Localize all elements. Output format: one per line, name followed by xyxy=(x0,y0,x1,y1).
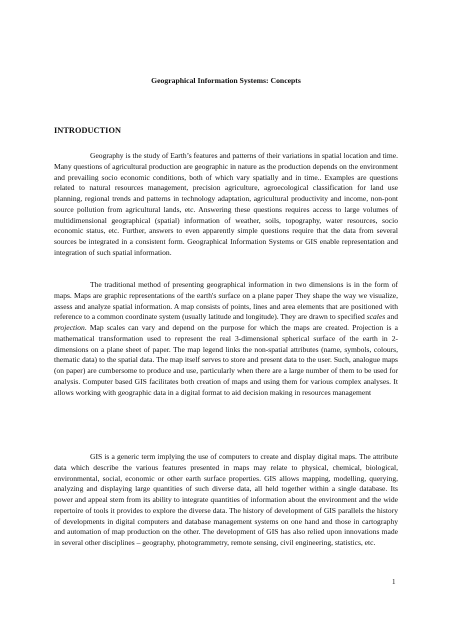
section-heading-introduction: INTRODUCTION xyxy=(54,126,121,135)
paragraph-3: GIS is a generic term implying the use of computers to create and display digital maps. The attribute data which describe the various features presented in maps may relate to physical, chemical, biological, environmental, social, economic or other earth surface properties. GIS allows mapping, modelling, querying, analyzing and displaying large quantities of such diverse data, all held together within a single database. Its power and appeal stem from its ability to integrate quantities of information about the environment and the wide repertoire of tools it provides to explore the diverse data. The history of development of GIS parallels the history of developments in digital computers and database management systems on one hand and those in cartography and automation of map production on the other. The development of GIS has also relied upon innovations made in several other disciplines – geography, photogrammetry, remote sensing, civil engineering, statistics, etc. xyxy=(54,452,398,547)
paragraph-2 xyxy=(54,280,398,398)
paragraph-1: Geography is the study of Earth’s features and patterns of their variations in spatial location and time. Many questions of agricultural production are geographic in nature as the production depends on the environment and prevailing socio economic conditions, both of which vary spatially and in time.. Examples are questions related to natural resources management, precision agriculture, agroecological classification for land use planning, regional trends and patterns in technology adaptation, agricultural productivity and income, non-pont source pollution from agricultural lands, etc. Answering these questions requires access to large volumes of multidimensional geographical (spatial) information of weather, soils, topography, water resources, socio economic status, etc. Further, answers to even apparently simple questions require that the data from several sources be integrated in a consistent form. Geographical Information Systems or GIS enable representation and integration of such spatial information. xyxy=(54,151,398,257)
paragraph-2-text-a: The traditional method of presenting geographical information in two dimensions is in the form of maps. Maps are graphic representations of the earth's surface on a plane paper They shape the way we visualize, assess and analyze spatial information. A map consists of points, lines and area elements that are positioned with reference to a common coordinate system (usually latitude and longitude). They are drawn to specified xyxy=(54,280,398,322)
paragraph-2-text-b: . Map scales can vary and depend on the purpose for which the maps are created. Projection is a mathematical transformation used to represent the real 3-dimensional spherical surface of the earth in 2-dimensions on a plane sheet of paper. The map legend links the non-spatial attributes (name, symbols, colours, thematic data) to the spatial data. The map itself serves to store and present data to the user. Such, analogue maps (on paper) are cumbersome to produce and use, particularly when there are a large number of them to be used for analysis. Computer based GIS facilitates both creation of maps and using them for various complex analyses. It allows working with geographic data in a digital format to aid decision making in resources management xyxy=(54,323,398,397)
paragraph-2-emphasis-scales: scales xyxy=(366,312,386,322)
paragraph-2-text-and: and xyxy=(385,312,398,322)
paragraph-2-emphasis-projection: projection xyxy=(54,323,85,332)
document-title: Geographical Information Systems: Concepts xyxy=(151,76,301,85)
page-number: 1 xyxy=(392,578,396,586)
